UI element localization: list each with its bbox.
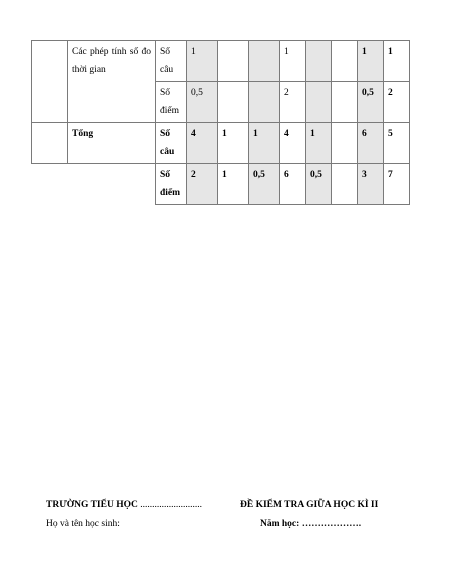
value-cell: 6 [280,164,306,205]
metric-cell: Số điểm [156,82,187,123]
value-cell [332,164,358,205]
value-cell: 2 [187,164,218,205]
value-cell: 6 [358,123,384,164]
value-cell [306,82,332,123]
value-cell [249,41,280,82]
empty-cell [32,41,68,123]
metric-cell: Số điểm [156,164,187,205]
value-cell: 0,5 [249,164,280,205]
exam-matrix-table [31,40,410,205]
value-cell: 0,5 [187,82,218,123]
value-cell: 2 [384,82,410,123]
value-cell [332,41,358,82]
value-cell: 0,5 [358,82,384,123]
metric-cell: Số câu [156,123,187,164]
value-cell: 2 [280,82,306,123]
value-cell [306,41,332,82]
value-cell: 3 [358,164,384,205]
exam-title: ĐỀ KIỂM TRA GIỮA HỌC KÌ II [240,500,379,510]
total-label: Tổng [68,123,156,164]
value-cell [332,123,358,164]
table-row [32,41,410,82]
value-cell: 1 [358,41,384,82]
school-label: TRƯỜNG TIỂU HỌC [46,500,138,510]
value-cell: 1 [218,123,249,164]
empty-cell [32,123,68,164]
student-name-label: Họ và tên học sinh: [46,519,120,529]
school-year-label: Năm học: ………………. [260,519,362,529]
topic-cell: Các phép tính số đo thời gian [68,41,156,123]
value-cell [249,82,280,123]
value-cell: 1 [187,41,218,82]
school-dots: .......................... [140,500,202,510]
value-cell [218,41,249,82]
value-cell [332,82,358,123]
metric-cell: Số câu [156,41,187,82]
value-cell: 7 [384,164,410,205]
value-cell: 1 [280,41,306,82]
value-cell: 4 [280,123,306,164]
table-row [32,123,410,164]
value-cell: 0,5 [306,164,332,205]
empty-cell [32,164,156,205]
school-line [46,500,202,510]
value-cell: 1 [249,123,280,164]
value-cell: 1 [384,41,410,82]
value-cell: 5 [384,123,410,164]
value-cell [218,82,249,123]
value-cell: 1 [218,164,249,205]
table-row [32,164,410,205]
value-cell: 1 [306,123,332,164]
value-cell: 4 [187,123,218,164]
